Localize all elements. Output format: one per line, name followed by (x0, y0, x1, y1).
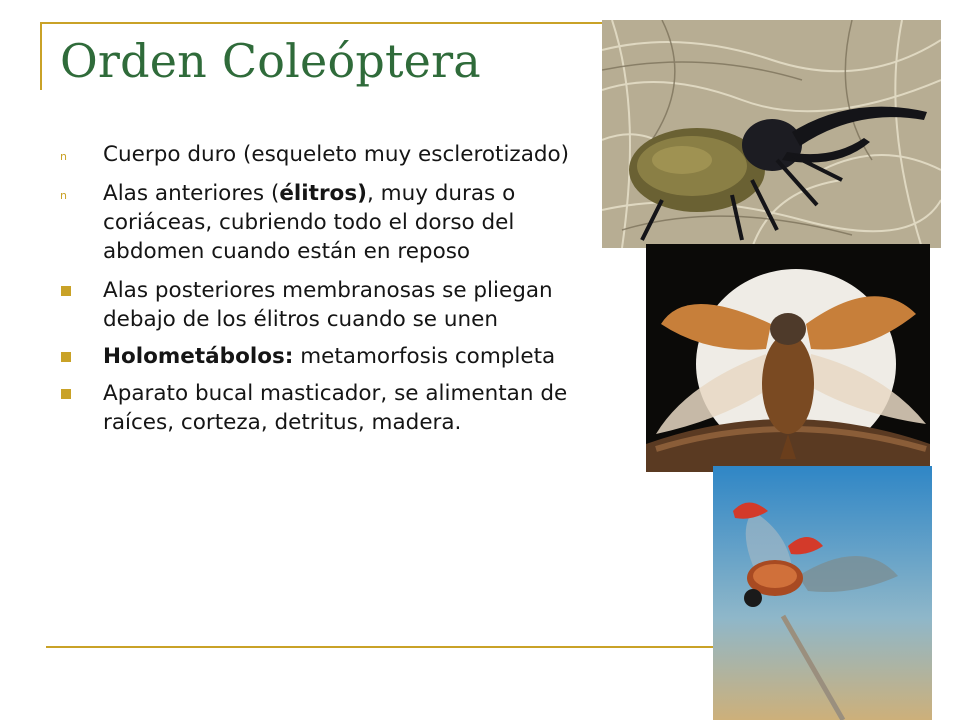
bullet-square-icon (61, 286, 71, 296)
bullet-text: Cuerpo duro (esqueleto muy esclerotizado) (103, 142, 570, 167)
bullet-text: Aparato bucal masticador, se alimentan de raíces, corteza, detritus, madera. (103, 381, 568, 435)
slide-title: Orden Coleóptera (60, 34, 481, 88)
bullet-square-icon (61, 389, 71, 399)
flying-cockchafer-photo (646, 244, 930, 472)
bullet-square-icon (61, 352, 71, 362)
bullet-item (60, 342, 580, 371)
bullet-text: Holometábolos: metamorfosis completa (103, 344, 556, 369)
bullet-item (60, 179, 580, 266)
frame-line-top (40, 22, 660, 24)
bullet-marker-icon: n (60, 150, 67, 163)
bullet-marker-icon: n (60, 189, 67, 202)
bullet-item (60, 140, 580, 169)
frame-line-left (40, 22, 42, 90)
bullet-item (60, 276, 580, 334)
bullet-list (60, 140, 580, 445)
bullet-item (60, 379, 580, 437)
ladybug-on-stem-photo (713, 466, 932, 720)
bullet-text: Alas anteriores (élitros), muy duras o coriáceas, cubriendo todo el dorso del abdomen cuando están en reposo (103, 181, 516, 264)
bullet-text: Alas posteriores membranosas se pliegan debajo de los élitros cuando se unen (103, 278, 553, 332)
hercules-beetle-photo (602, 20, 941, 248)
